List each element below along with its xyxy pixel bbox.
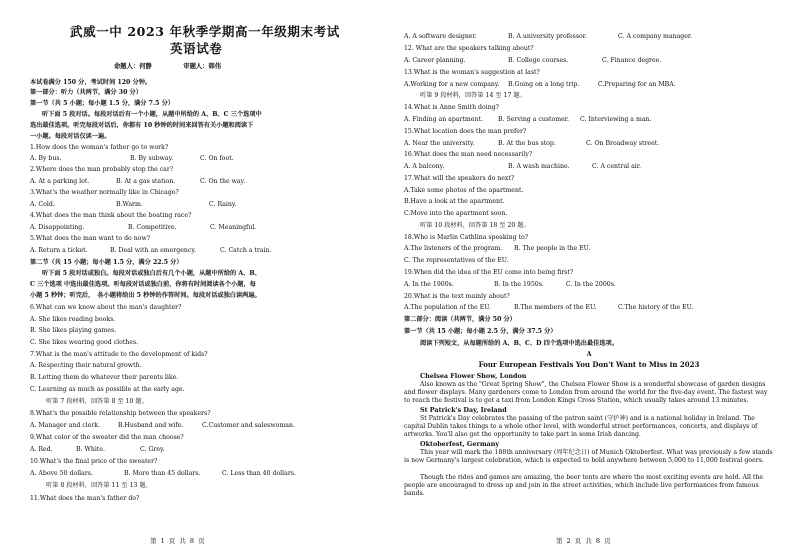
option-b: B. At a gas station.: [116, 178, 176, 185]
option-a: A. A balcony.: [404, 163, 445, 170]
option-c: C.Preparing for an MBA.: [598, 81, 676, 88]
question-11: 11.What does the man's father do?: [30, 495, 140, 502]
question-12-options: [404, 57, 661, 65]
question-8-options: [30, 422, 295, 430]
directions-2-line-1: 听下面 5 段对话或独白。每段对话或独白后有几个小题，从题中所给的 A、B、: [42, 270, 261, 277]
option-c: C. On Broadway street.: [586, 140, 660, 147]
exam-subtitle: 英语试卷: [170, 41, 223, 56]
option-b: B. College courses.: [508, 57, 569, 64]
option-b: B. A wash machine.: [508, 163, 570, 170]
option-a: A.The listeners of the program.: [404, 245, 503, 252]
option-c: C. Meaningful.: [210, 224, 257, 231]
question-9-options: [30, 446, 165, 454]
option-a: A.Working for a new company.: [404, 81, 500, 88]
option-b: B. By subway.: [130, 155, 174, 162]
question-7: 7.What is the man's attitude to the development of kids?: [30, 351, 208, 358]
listening-note-10: 听第 10 段材料，回答第 18 至 20 题。: [420, 222, 530, 229]
directions-1-line-1: 听下面 5 段对话。每段对话后有一个小题，从题中所给的 A、B、C 三个选项中: [42, 111, 262, 118]
question-18-options-ab: [404, 245, 590, 253]
question-8: 8.What's the possible relationship between the speakers?: [30, 410, 211, 417]
exam-title: 武威一中 2023 年秋季学期高一年级期末考试: [70, 24, 340, 39]
option-c: C. Rainy.: [209, 201, 237, 208]
option-c: C.The history of the EU.: [618, 304, 694, 311]
question-19-options: [404, 281, 616, 289]
directions-2-line-3: 小题 5 秒钟；听完后， 各小题将给出 5 秒钟的作答时间。每段对话或独白读两遍。: [30, 292, 261, 299]
option-c: C. A company manager.: [618, 33, 693, 40]
option-a: A.The population of the EU.: [404, 304, 491, 311]
part-2-heading: 第二部分：阅读（共两节，满分 50 分）: [404, 316, 516, 323]
question-1: 1.How does the woman's father go to work?: [30, 144, 169, 151]
question-3-options: [30, 201, 237, 209]
question-14-options: [404, 116, 651, 124]
option-a: A. Red.: [30, 446, 53, 453]
option-c: C. Finance degree.: [602, 57, 662, 64]
passage-label: A: [586, 351, 592, 358]
question-6-option-a: A. She likes reading books.: [30, 316, 116, 323]
directions-2-line-2: C 三个选项 中选出最佳选项。听每段对话或独白前，你将有时间阅读各个小题，每: [30, 281, 256, 288]
question-4-options: [30, 224, 256, 232]
question-19: 19.When did the idea of the EU come into being first?: [404, 269, 574, 276]
festival-2-title: St Patrick's Day, Ireland: [420, 406, 507, 414]
festival-3-text-1: This year will mark the 188th anniversary (周年纪念日) of Munich Oktoberfest. What was previously a few stands is now Germany's largest celebration, which is expected to hold anywhere between 5,000 to 11,000 festival goers.: [404, 449, 773, 464]
question-9: 9.What color of the sweater did the man choose?: [30, 434, 184, 441]
question-6-option-c: C. She likes wearing good clothes.: [30, 339, 139, 346]
listening-note-8: 听第 8 段材料，回答第 11 至 13 题。: [46, 482, 152, 489]
question-4: 4.What does the man think about the boating race?: [30, 212, 192, 219]
question-16: 16.What does the man need necessarily?: [404, 151, 533, 158]
option-a: A. Career planning.: [404, 57, 466, 64]
question-20: 20.What is the text mainly about?: [404, 293, 510, 300]
option-b: B. In the 1950s.: [494, 281, 544, 288]
question-17-option-c: C.Move into the apartment soon.: [404, 210, 508, 217]
festival-1-text: Also known as the "Great Spring Show", the Chelsea Flower Show is a wonderful showcase of garden designs and flower displays. Many gardeners come to London from around the world for the five-day event. The fastest way to reach the festival is to get a taxi from London Kings Cross Station, which usually takes around 13 minutes.: [404, 381, 768, 404]
part-1-heading: 第一部分：听力（共两节，满分 30 分）: [30, 89, 142, 96]
option-a: A. By bus.: [30, 155, 62, 162]
question-10: 10.What's the final price of the sweater?: [30, 458, 158, 465]
festival-3-title: Oktoberfest, Germany: [420, 440, 500, 448]
option-a: A. Near the university.: [404, 140, 475, 147]
question-5: 5.What does the man want to do now?: [30, 235, 151, 242]
reading-section-1-heading: 第一节（共 15 小题；每小题 2.5 分，满分 37.5 分）: [404, 328, 557, 335]
option-c: C. In the 2000s.: [566, 281, 616, 288]
question-18-option-c: C. The representatives of the EU.: [404, 257, 509, 264]
question-11-options: [404, 33, 692, 41]
option-b: B. Deal with an emergency.: [110, 247, 196, 254]
option-a: A. At a parking lot.: [30, 178, 90, 185]
question-7-option-c: C. Learning as much as possible at the early age.: [30, 386, 185, 393]
festival-1-title: Chelsea Flower Show, London: [420, 372, 527, 380]
exam-info: 本试卷满分 150 分，考试时间 120 分钟。: [30, 79, 152, 86]
option-b: B. The people in the EU.: [514, 245, 591, 252]
option-b: B.Going on a long trip.: [508, 81, 580, 88]
question-15: 15.What location does the man prefer?: [404, 128, 527, 135]
option-b: B.The members of the EU.: [514, 304, 597, 311]
question-6-option-b: B. She likes playing games.: [30, 327, 117, 334]
question-12: 12. What are the speakers talking about?: [404, 45, 534, 52]
question-20-options: [404, 304, 693, 312]
question-16-options: [404, 163, 641, 171]
option-a: A. Return a ticket.: [30, 247, 88, 254]
festival-2-text: St Patrick's Day celebrates the passing of the patron saint (守护神) and is a national holiday in Ireland. The capital Dublin takes things to a whole other level, with wonderful street performances, concerts, and displays of artworks. You'll also get the opportunity to take part in some Irish dancing.: [404, 415, 758, 438]
question-17-option-b: B.Have a look at the apartment.: [404, 198, 505, 205]
option-a: A. Above 50 dollars.: [30, 470, 93, 477]
option-a: A. In the 1900s.: [404, 281, 454, 288]
festival-3-text-2: Though the rides and games are amazing, the beer tents are where the most exciting events are held. All the people are encouraged to dress up and join in the street activities, which include live performances from famous bands.: [404, 474, 764, 497]
question-7-option-a: A. Respecting their natural growth.: [30, 362, 142, 369]
question-14: 14.What is Anne Smith doing?: [404, 104, 499, 111]
option-a: A. Cold.: [30, 201, 55, 208]
option-b: B. Serving a customer.: [498, 116, 569, 123]
option-b: B. More than 45 dollars.: [124, 470, 201, 477]
option-c: C. On foot.: [200, 155, 234, 162]
directions-1-line-3: 一小题。每段对话仅读一遍。: [30, 133, 111, 140]
question-18: 18.Who is Marlin Cathlina speaking to?: [404, 234, 529, 241]
option-b: B. White.: [76, 446, 105, 453]
question-3: 3.What's the weather normally like in Chicago?: [30, 189, 179, 196]
option-c: C. On the way.: [200, 178, 246, 185]
question-6: 6.What can we know about the man's daughter?: [30, 304, 182, 311]
question-2: 2.Where does the man probably stop the car?: [30, 166, 174, 173]
authors: 命题人：何静 审题人：韩伟: [114, 63, 222, 70]
option-c: C. A central air.: [592, 163, 641, 170]
directions-1-line-2: 选出最佳选项。听完每段对话后，你都有 10 秒钟的时间来回答有关小题和阅读下: [30, 122, 254, 129]
page-1-footer: 第 1 页 共 8 页: [150, 537, 206, 545]
page-2-footer: 第 2 页 共 8 页: [556, 537, 612, 545]
option-a: A. Manager and clerk.: [30, 422, 101, 429]
option-c: C. Less than 40 dollars.: [222, 470, 296, 477]
option-a: A. Finding an apartment.: [404, 116, 483, 123]
option-c: C. Catch a train.: [220, 247, 272, 254]
question-2-options: [30, 178, 245, 186]
option-b: B.Husband and wife.: [118, 422, 184, 429]
question-10-options: [30, 470, 296, 478]
section-2-heading: 第二节（共 15 小题；每小题 1.5 分，满分 22.5 分）: [30, 259, 183, 266]
question-7-option-b: B. Letting them do whatever their parents like.: [30, 374, 179, 381]
option-a: A. A software designer.: [404, 33, 477, 40]
option-b: B. Competitive.: [128, 224, 177, 231]
option-c: C. Interviewing a man.: [580, 116, 652, 123]
question-5-options: [30, 247, 272, 255]
listening-note-7: 听第 7 段材料，回答第 8 至 10 题。: [46, 398, 148, 405]
listening-note-9: 听第 9 段材料，回答第 14 至 17 题。: [420, 92, 526, 99]
option-b: B.Warm.: [116, 201, 143, 208]
question-13-options: [404, 81, 676, 89]
option-b: B. At the bus stop.: [498, 140, 556, 147]
question-17: 17.What will the speakers do next?: [404, 175, 515, 182]
question-1-options: [30, 155, 234, 163]
question-13: 13.What is the woman's suggestion at last?: [404, 69, 540, 76]
reading-directions: 阅读下列短文，从每题所给的 A、B、C、D 四个选项中选出最佳选项。: [420, 340, 618, 347]
question-17-option-a: A.Take some photos of the apartment.: [404, 187, 524, 194]
option-c: C.Customer and saleswoman.: [202, 422, 295, 429]
passage-title: Four European Festivals You Don't Want to Miss in 2023: [478, 360, 700, 369]
section-1-heading: 第一节（共 5 小题；每小题 1.5 分，满分 7.5 分）: [30, 100, 174, 107]
question-15-options: [404, 140, 659, 148]
option-a: A. Disappointing.: [30, 224, 85, 231]
option-c: C. Grey.: [140, 446, 165, 453]
option-b: B. A university professor.: [508, 33, 587, 40]
